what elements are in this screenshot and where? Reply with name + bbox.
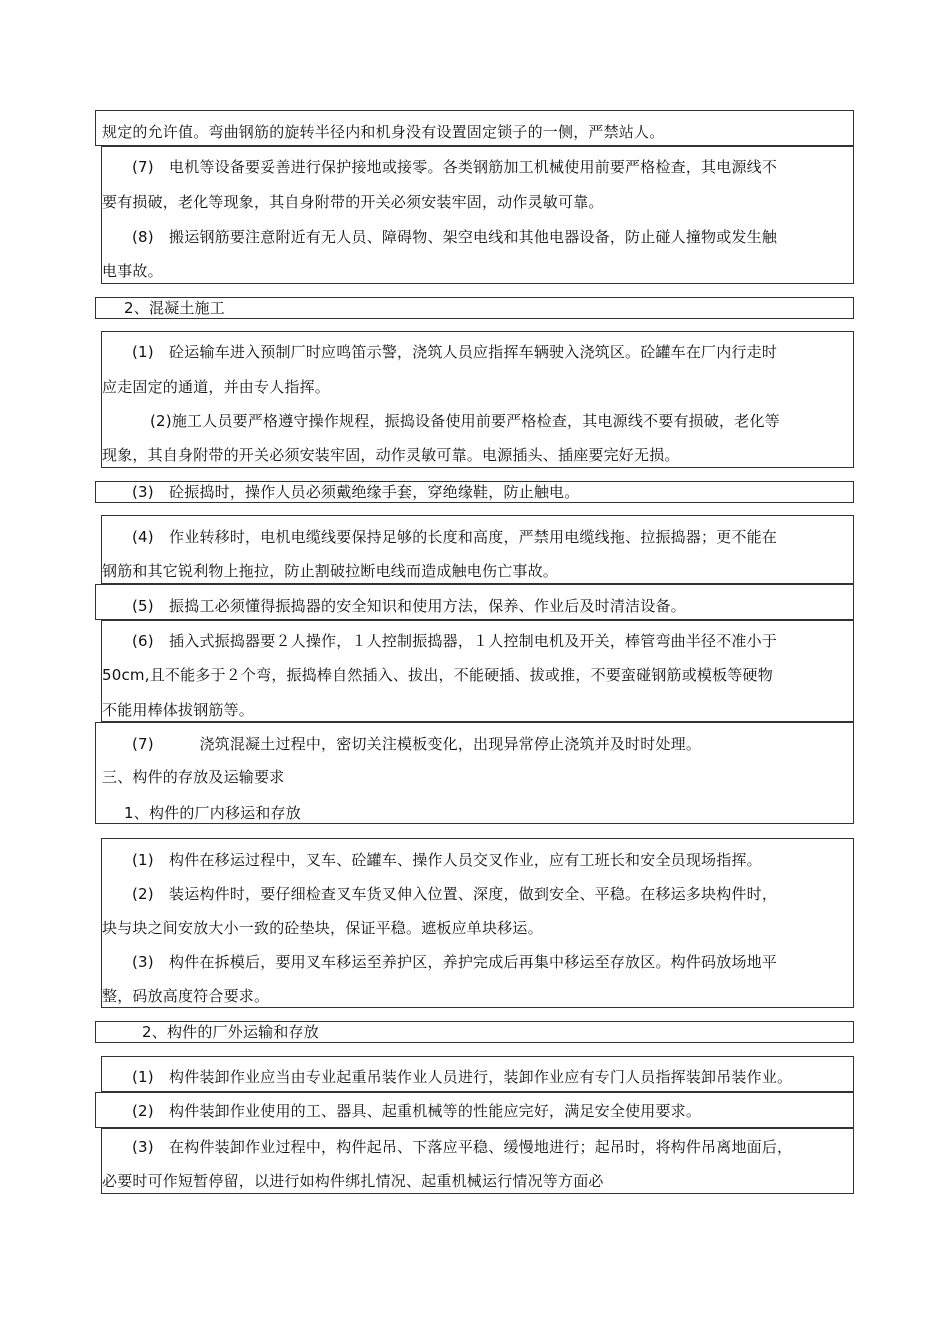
subsection-heading-offsite: 2、构件的厂外运输和存放	[142, 1023, 319, 1041]
list-item-concrete-4: (4) 作业转移时，电机电缆线要保持足够的长度和高度，严禁用电缆线拖、拉振捣器；更不能在	[132, 528, 778, 546]
text-line: 整，码放高度符合要求。	[102, 987, 270, 1005]
list-item-offsite-2: (2) 构件装卸作业使用的工、器具、起重机械等的性能应完好，满足安全使用要求。	[132, 1102, 702, 1120]
text-line: 不能用棒体拔钢筋等。	[102, 701, 255, 719]
list-item-rebar-8: (8) 搬运钢筋要注意附近有无人员、障碍物、架空电线和其他电器设备，防止碰人撞物或发生触	[132, 228, 778, 246]
subsection-heading-factory-move: 1、构件的厂内移运和存放	[124, 804, 301, 822]
text-line: 50cm,且不能多于２个弯，振捣棒自然插入、拔出，不能硬插、拔或推，不要蛮碰钢筋或模板等硬物	[102, 666, 773, 684]
list-item-concrete-2: (2)施工人员要严格遵守操作规程，振捣设备使用前要严格检查，其电源线不要有损破，老化等	[150, 412, 780, 430]
text-line: 规定的允许值。弯曲钢筋的旋转半径内和机身没有设置固定锁子的一侧，严禁站人。	[102, 123, 665, 141]
list-item-offsite-3: (3) 在构件装卸作业过程中，构件起吊、下落应平稳、缓慢地进行；起吊时，将构件吊离地面后，	[132, 1138, 793, 1156]
text-line: 要有损破，老化等现象，其自身附带的开关必须安装牢固，动作灵敏可靠。	[102, 193, 604, 211]
list-item-rebar-7: (7) 电机等设备要妥善进行保护接地或接零。各类钢筋加工机械使用前要严格检查，其电源线不	[132, 158, 778, 176]
list-item-factory-1: (1) 构件在移运过程中，叉车、砼罐车、操作人员交叉作业，应有工班长和安全员现场指挥。	[132, 851, 762, 869]
text-line: 钢筋和其它锐利物上拖拉，防止割破拉断电线而造成触电伤亡事故。	[102, 562, 559, 580]
list-item-factory-2: (2) 装运构件时，要仔细检查叉车货叉伸入位置、深度，做到安全、平稳。在移运多块构件时，	[132, 885, 778, 903]
section-heading-concrete: 2、混凝土施工	[124, 299, 225, 317]
list-item-concrete-1: (1) 砼运输车进入预制厂时应鸣笛示警，浇筑人员应指挥车辆驶入浇筑区。砼罐车在厂内行走时	[132, 343, 778, 361]
list-item-concrete-6: (6) 插入式振捣器要２人操作，１人控制振捣器，１人控制电机及开关，棒管弯曲半径不准小于	[132, 632, 778, 650]
list-item-factory-3: (3) 构件在拆模后，要用叉车移运至养护区，养护完成后再集中移运至存放区。构件码放场地平	[132, 953, 778, 971]
text-line: 块与块之间安放大小一致的砼垫块，保证平稳。遮板应单块移运。	[102, 919, 543, 937]
text-line: 应走固定的通道，并由专人指挥。	[102, 378, 331, 396]
text-line: 电事故。	[102, 262, 163, 280]
text-line: 现象，其自身附带的开关必须安装牢固，动作灵敏可靠。电源插头、插座要完好无损。	[102, 446, 680, 464]
list-item-concrete-5: (5) 振捣工必须懂得振捣器的安全知识和使用方法，保养、作业后及时清洁设备。	[132, 597, 686, 615]
list-item-concrete-7: (7) 浇筑混凝土过程中，密切关注模板变化，出现异常停止浇筑并及时时处理。	[132, 735, 702, 753]
list-item-offsite-1: (1) 构件装卸作业应当由专业起重吊装作业人员进行，装卸作业应有专门人员指挥装卸吊装作业。	[132, 1068, 793, 1086]
section-heading-storage-transport: 三、构件的存放及运输要求	[102, 768, 285, 786]
list-item-concrete-3: (3) 砼振捣时，操作人员必须戴绝缘手套，穿绝缘鞋，防止触电。	[132, 483, 580, 501]
text-line: 必要时可作短暂停留，以进行如构件绑扎情况、起重机械运行情况等方面必	[102, 1172, 604, 1190]
